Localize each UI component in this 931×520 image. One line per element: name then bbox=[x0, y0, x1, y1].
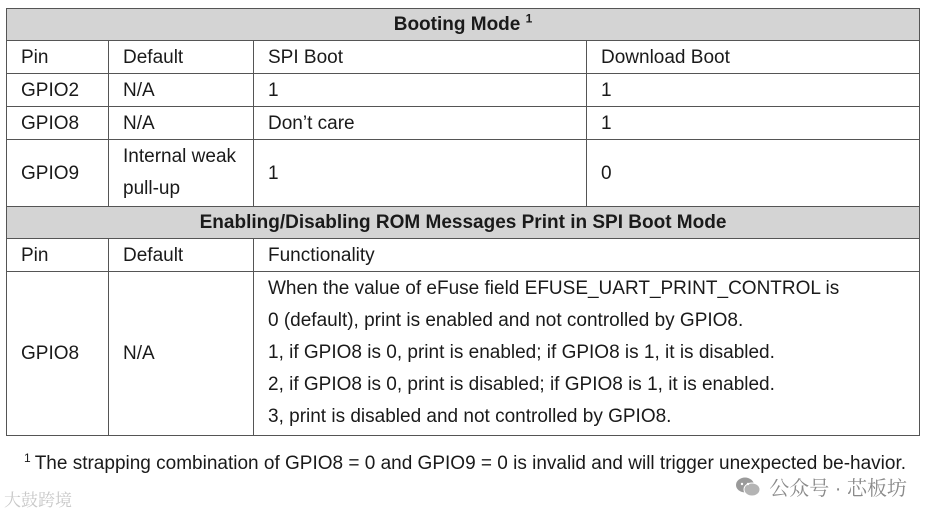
default-line: pull-up bbox=[123, 178, 181, 199]
col-header-default: Default bbox=[109, 239, 254, 272]
download-boot-cell: 0 bbox=[587, 140, 920, 207]
download-boot-cell: 1 bbox=[587, 107, 920, 140]
col-header-download-boot: Download Boot bbox=[587, 41, 920, 74]
footnote-marker: 1 bbox=[24, 450, 31, 465]
pin-cell: GPIO2 bbox=[7, 74, 109, 107]
watermark-left bbox=[4, 486, 72, 511]
table-row bbox=[7, 272, 920, 436]
default-line: Internal weak bbox=[123, 146, 237, 167]
booting-column-headers bbox=[7, 41, 920, 74]
functionality-line: 3, print is disabled and not controlled by GPIO8. bbox=[268, 406, 672, 427]
download-boot-cell: 1 bbox=[587, 74, 920, 107]
functionality-line: 0 (default), print is enabled and not controlled by GPIO8. bbox=[268, 310, 744, 331]
col-header-spi-boot: SPI Boot bbox=[254, 41, 587, 74]
table-row bbox=[7, 107, 920, 140]
pin-cell: GPIO8 bbox=[7, 272, 109, 436]
watermark-text: 公众号 · 芯板坊 bbox=[769, 478, 907, 500]
footnote-ref: 1 bbox=[525, 11, 533, 26]
spi-boot-cell: Don’t care bbox=[254, 107, 587, 140]
watermark bbox=[735, 472, 907, 501]
col-header-pin: Pin bbox=[7, 41, 109, 74]
col-header-pin: Pin bbox=[7, 239, 109, 272]
default-cell bbox=[109, 140, 254, 207]
pin-cell: GPIO8 bbox=[7, 107, 109, 140]
booting-mode-header-row bbox=[7, 9, 920, 41]
default-cell: N/A bbox=[109, 74, 254, 107]
wechat-icon bbox=[735, 476, 761, 498]
booting-mode-title: Booting Mode bbox=[393, 14, 521, 35]
table-row bbox=[7, 140, 920, 207]
rom-column-headers bbox=[7, 239, 920, 272]
pin-cell: GPIO9 bbox=[7, 140, 109, 207]
functionality-line: When the value of eFuse field EFUSE_UART_PRINT_CONTROL is bbox=[268, 278, 840, 299]
table-row bbox=[7, 74, 920, 107]
spi-boot-cell: 1 bbox=[254, 74, 587, 107]
default-cell: N/A bbox=[109, 107, 254, 140]
col-header-functionality: Functionality bbox=[254, 239, 920, 272]
booting-mode-header bbox=[7, 9, 920, 41]
strapping-pins-table bbox=[6, 8, 920, 436]
watermark-left-text: 大鼓跨境 bbox=[4, 491, 72, 510]
spi-boot-cell: 1 bbox=[254, 140, 587, 207]
functionality-line: 2, if GPIO8 is 0, print is disabled; if GPIO8 is 1, it is enabled. bbox=[268, 374, 775, 395]
rom-messages-header: Enabling/Disabling ROM Messages Print in SPI Boot Mode bbox=[7, 207, 920, 239]
col-header-default: Default bbox=[109, 41, 254, 74]
functionality-cell bbox=[254, 272, 920, 436]
rom-messages-header-row bbox=[7, 207, 920, 239]
footnote-text: The strapping combination of GPIO8 = 0 and GPIO9 = 0 is invalid and will trigger unexpected be-havior. bbox=[34, 453, 907, 474]
default-cell: N/A bbox=[109, 272, 254, 436]
functionality-line: 1, if GPIO8 is 0, print is enabled; if GPIO8 is 1, it is disabled. bbox=[268, 342, 775, 363]
